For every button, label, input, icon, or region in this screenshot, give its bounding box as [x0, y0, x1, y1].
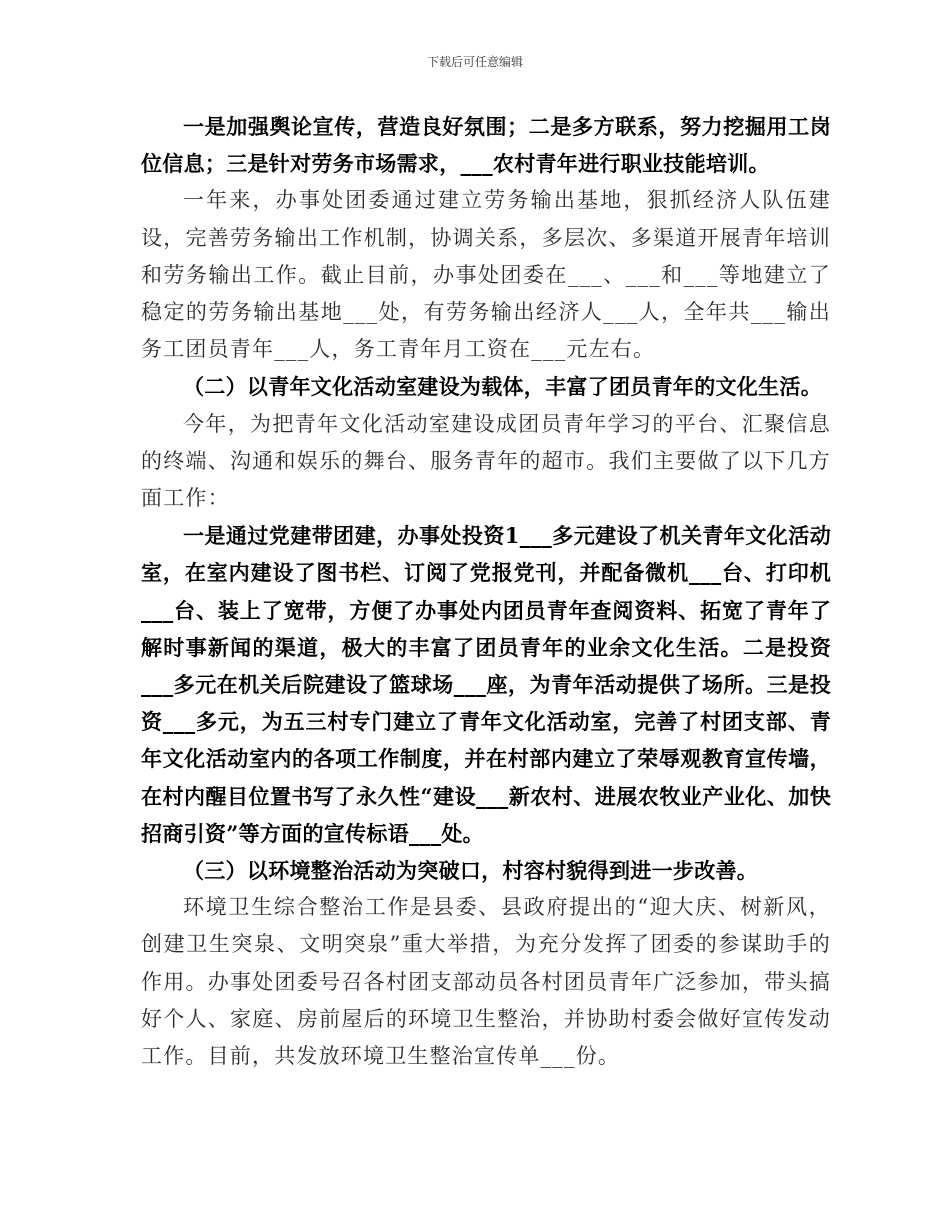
page-header: 下载后可任意编辑 — [426, 55, 523, 69]
document-body — [141, 108, 831, 1075]
paragraph-labor-export: 一年来，办事处团委通过建立劳务输出基地，狠抓经济人队伍建设，完善劳务输出工作机制，协调关系，多层次、多渠道开展青年培训和劳务输出工作。截止目前，办事处团委在___、___和___等地建立了稳定的劳务输出基地___处，有劳务输出经济人___人，全年共___输出务工团员青年___人，务工青年月工资在___元左右。 — [141, 188, 831, 362]
paragraph-culture-intro: 今年，为把青年文化活动室建设成团员青年学习的平台、汇聚信息的终端、沟通和娱乐的舞台、服务青年的超市。我们主要做了以下几方面工作： — [141, 411, 831, 511]
paragraph-labor-measures: 一是加强舆论宣传，营造良好氛围；二是多方联系，努力挖掘用工岗位信息；三是针对劳务市场需求，___农村青年进行职业技能培训。 — [141, 114, 831, 177]
paragraph-culture-measures: 一是通过党建带团建，办事处投资1___多元建设了机关青年文化活动室，在室内建设了图书栏、订阅了党报党刊，并配备微机___台、打印机___台、装上了宽带，方便了办事处内团员青年查阅资料、拓宽了青年了解时事新闻的渠道，极大的丰富了团员青年的业余文化生活。二是投资___多元在机关后院建设了篮球场___座，为青年活动提供了场所。三是投资___多元，为五三村专门建立了青年文化活动室，完善了村团支部、青年文化活动室内的各项工作制度，并在村部内建立了荣辱观教育宣传墙，在村内醒目位置书写了永久性“建设___新农村、进展农牧业产业化、加快招商引资”等方面的宣传标语___处。 — [141, 523, 831, 846]
section-heading-culture: （二）以青年文化活动室建设为载体，丰富了团员青年的文化生活。 — [183, 374, 822, 400]
section-heading-environment: （三）以环境整治活动为突破口，村容村貌得到进一步改善。 — [183, 858, 759, 884]
paragraph-environment: 环境卫生综合整治工作是县委、县政府提出的“迎大庆、树新风，创建卫生突泉、文明突泉”重大举措，为充分发挥了团委的参谋助手的作用。办事处团委号召各村团支部动员各村团员青年广泛参加，带头搞好个人、家庭、房前屋后的环境卫生整治，并协助村委会做好宣传发动工作。目前，共发放环境卫生整治宣传单___份。 — [141, 895, 831, 1069]
